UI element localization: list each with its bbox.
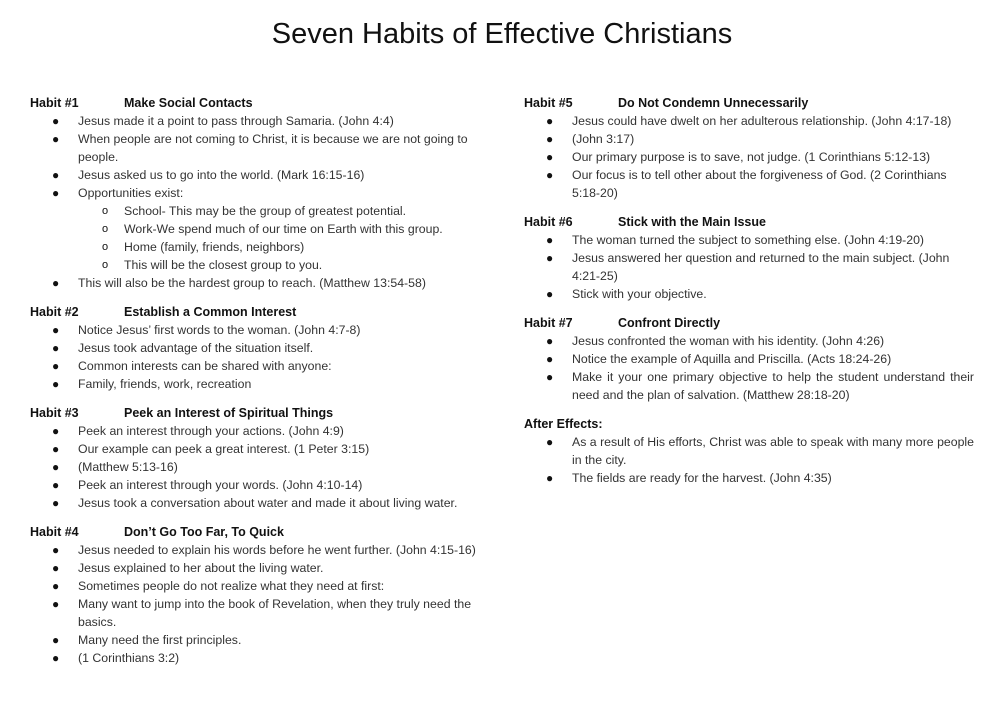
right-column [524, 94, 974, 498]
list-item-text: Notice the example of Aquilla and Priscilla. (Acts 18:24-26) [572, 352, 892, 366]
bullet-icon: ● [52, 186, 60, 200]
list-item [30, 649, 485, 667]
list-item [30, 440, 485, 458]
list-item-text: Many need the first principles. [78, 633, 242, 647]
bullet-icon: ● [52, 579, 60, 593]
list-item-text: Work-We spend much of our time on Earth with this group. [124, 222, 443, 236]
habit-section [30, 404, 485, 512]
list-item-text: Jesus could have dwelt on her adulterous relationship. (John 4:17-18) [572, 114, 952, 128]
list-item [30, 458, 485, 476]
bullet-icon: ● [52, 561, 60, 575]
list-item [524, 148, 974, 166]
list-item-text: Jesus answered her question and returned to the main subject. (John 4:21-25) [572, 251, 950, 283]
bullet-icon: ● [52, 276, 60, 290]
list-item [524, 469, 974, 487]
list-item-text: Jesus asked us to go into the world. (Mark 16:15-16) [78, 168, 365, 182]
list-item-text: Peek an interest through your words. (John 4:10-14) [78, 478, 363, 492]
habit-number: Habit #3 [30, 406, 79, 420]
bullet-icon: ● [52, 543, 60, 557]
list-item [30, 541, 485, 559]
list-item-text: When people are not coming to Christ, it is because we are not going to people. [78, 132, 468, 164]
habit-number: Habit #4 [30, 525, 79, 539]
bullet-icon: ● [52, 442, 60, 456]
list-item-text: Jesus explained to her about the living water. [78, 561, 324, 575]
list-item-text: Common interests can be shared with anyone: [78, 359, 332, 373]
list-item-text: Peek an interest through your actions. (John 4:9) [78, 424, 344, 438]
list-item-text: Family, friends, work, recreation [78, 377, 252, 391]
list-item [30, 476, 485, 494]
hollow-bullet-icon: o [102, 259, 109, 271]
hollow-bullet-icon: o [102, 223, 109, 235]
list-item [524, 368, 974, 404]
list-item-text: Stick with your objective. [572, 287, 707, 301]
list-item-text: Jesus made it a point to pass through Samaria. (John 4:4) [78, 114, 394, 128]
habit-name: Peek an Interest of Spiritual Things [124, 406, 334, 420]
bullet-icon: ● [546, 168, 554, 182]
list-item [30, 339, 485, 357]
list-item [524, 130, 974, 148]
list-item [30, 559, 485, 577]
list-item [30, 494, 485, 512]
list-item-text: Jesus took a conversation about water and made it about living water. [78, 496, 458, 510]
habit-number: Habit #6 [524, 215, 573, 229]
habit-section [524, 94, 974, 202]
list-item [30, 595, 485, 631]
bullet-icon: ● [546, 471, 554, 485]
habit-number: Habit #7 [524, 316, 573, 330]
habit-name: Don’t Go Too Far, To Quick [124, 525, 284, 539]
bullet-icon: ● [52, 496, 60, 510]
section-heading [30, 94, 485, 112]
habit-number: Habit #2 [30, 305, 79, 319]
bullet-icon: ● [546, 132, 554, 146]
list-item [524, 433, 974, 469]
habit-name: Confront Directly [618, 316, 721, 330]
section-heading [30, 303, 485, 321]
habit-name: Do Not Condemn Unnecessarily [618, 96, 809, 110]
bullet-icon: ● [52, 597, 60, 611]
list-item [524, 112, 974, 130]
list-item-text: Opportunities exist: [78, 186, 184, 200]
section-heading [30, 523, 485, 541]
list-item [524, 249, 974, 285]
habit-section [524, 213, 974, 303]
bullet-icon: ● [52, 114, 60, 128]
habit-section [30, 303, 485, 393]
list-item-text: This will also be the hardest group to reach. (Matthew 13:54-58) [78, 276, 426, 290]
bullet-icon: ● [546, 251, 554, 265]
sub-list-item [30, 238, 485, 256]
section-heading [524, 94, 974, 112]
list-item [30, 375, 485, 393]
list-item-text: Home (family, friends, neighbors) [124, 240, 305, 254]
list-item-text: Sometimes people do not realize what they need at first: [78, 579, 385, 593]
list-item-text: (Matthew 5:13-16) [78, 460, 178, 474]
bullet-icon: ● [52, 651, 60, 665]
list-item [30, 321, 485, 339]
list-item [30, 357, 485, 375]
list-item [30, 166, 485, 184]
list-item [30, 577, 485, 595]
bullet-icon: ● [52, 323, 60, 337]
list-item-text: Our focus is to tell other about the forgiveness of God. (2 Corinthians 5:18-20) [572, 168, 947, 200]
bullet-icon: ● [52, 132, 60, 146]
sub-list-item [30, 256, 485, 274]
list-item-text: Notice Jesus’ first words to the woman. (John 4:7-8) [78, 323, 361, 337]
list-item-text: The fields are ready for the harvest. (John 4:35) [572, 471, 832, 485]
list-item-text: Jesus took advantage of the situation itself. [78, 341, 314, 355]
section-heading [524, 415, 974, 433]
section-heading [30, 404, 485, 422]
habit-name: Make Social Contacts [124, 96, 253, 110]
sub-list-item [30, 220, 485, 238]
habit-number: Habit #5 [524, 96, 573, 110]
left-column [30, 94, 485, 678]
section-heading [524, 314, 974, 332]
habit-name: Establish a Common Interest [124, 305, 297, 319]
bullet-icon: ● [52, 460, 60, 474]
list-item-text: Our primary purpose is to save, not judge. (1 Corinthians 5:12-13) [572, 150, 931, 164]
list-item [524, 166, 974, 202]
list-item-text: School- This may be the group of greatest potential. [124, 204, 407, 218]
list-item [524, 285, 974, 303]
habit-number: Habit #1 [30, 96, 79, 110]
list-item [30, 130, 485, 166]
section-heading [524, 213, 974, 231]
list-item-text: As a result of His efforts, Christ was able to speak with many more people in the city. [572, 435, 974, 467]
list-item-text: Make it your one primary objective to help the student understand their need and the plan of salvation. (Matthew 28:18-20) [572, 370, 974, 402]
list-item [30, 422, 485, 440]
bullet-icon: ● [546, 334, 554, 348]
sub-list-item [30, 202, 485, 220]
list-item-text: (1 Corinthians 3:2) [78, 651, 180, 665]
list-item-text: Jesus confronted the woman with his identity. (John 4:26) [572, 334, 885, 348]
list-item [524, 332, 974, 350]
list-item [524, 350, 974, 368]
bullet-icon: ● [546, 150, 554, 164]
bullet-icon: ● [546, 352, 554, 366]
list-item [30, 112, 485, 130]
list-item-text: Many want to jump into the book of Revelation, when they truly need the basics. [78, 597, 472, 629]
bullet-icon: ● [52, 377, 60, 391]
bullet-icon: ● [546, 114, 554, 128]
list-item [30, 631, 485, 649]
bullet-icon: ● [52, 424, 60, 438]
bullet-icon: ● [546, 435, 554, 449]
bullet-icon: ● [546, 233, 554, 247]
habit-section [30, 94, 485, 292]
bullet-icon: ● [52, 341, 60, 355]
bullet-icon: ● [52, 633, 60, 647]
list-item [30, 274, 485, 292]
habit-section [524, 415, 974, 487]
list-item-text: Our example can peek a great interest. (1 Peter 3:15) [78, 442, 370, 456]
bullet-icon: ● [546, 287, 554, 301]
bullet-icon: ● [52, 359, 60, 373]
habit-section [524, 314, 974, 404]
hollow-bullet-icon: o [102, 205, 109, 217]
list-item [30, 184, 485, 202]
bullet-icon: ● [52, 478, 60, 492]
list-item [524, 231, 974, 249]
list-item-text: This will be the closest group to you. [124, 258, 323, 272]
bullet-icon: ● [546, 370, 554, 384]
list-item-text: (John 3:17) [572, 132, 635, 146]
list-item-text: Jesus needed to explain his words before he went further. (John 4:15-16) [78, 543, 476, 557]
habit-name: Stick with the Main Issue [618, 215, 766, 229]
habit-section [30, 523, 485, 667]
document-title: Seven Habits of Effective Christians [271, 18, 733, 50]
list-item-text: The woman turned the subject to something else. (John 4:19-20) [572, 233, 925, 247]
bullet-icon: ● [52, 168, 60, 182]
habit-number: After Effects: [524, 417, 603, 431]
hollow-bullet-icon: o [102, 241, 109, 253]
